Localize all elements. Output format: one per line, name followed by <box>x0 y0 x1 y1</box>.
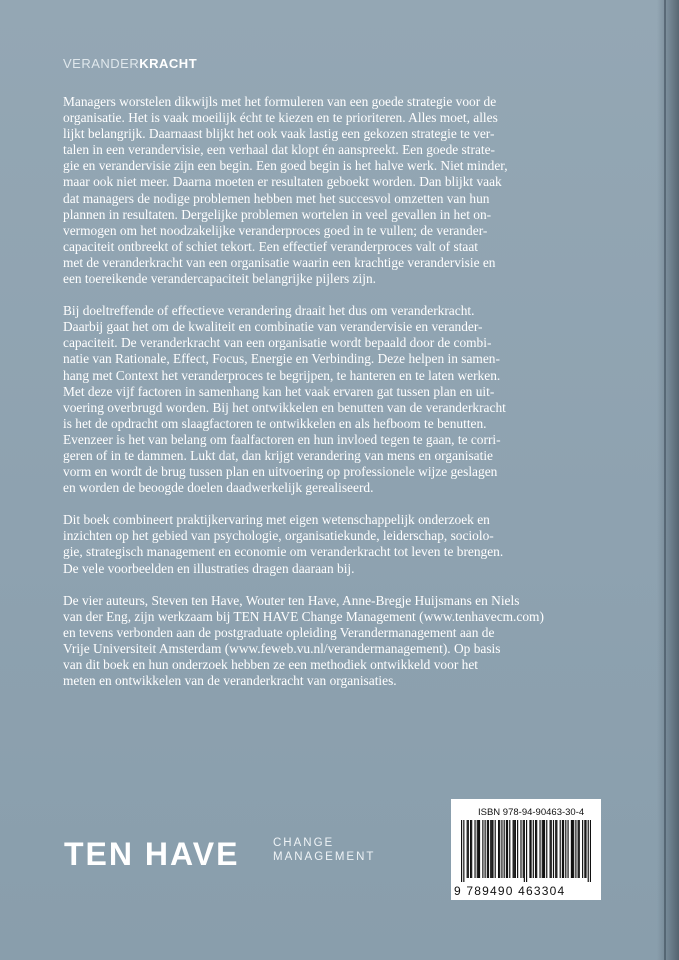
blurb-paragraph-3: Dit boek combineert praktijkervaring met eigen wetenschappelijk onderzoek en inzichten op het gebied van psychologie, organisatiekunde, leiderschap, sociolo- gie, strategisch management en economie om veranderkracht tot leven te brengen. De vele voorbeelden en illustraties dragen daaraan bij. <box>63 512 504 576</box>
publisher-name: TEN HAVE <box>64 836 240 872</box>
spine-shadow <box>657 0 679 960</box>
barcode-icon <box>461 820 591 882</box>
series-logo-light: VERANDER <box>63 56 140 71</box>
blurb-paragraph-1: Managers worstelen dikwijls met het formuleren van een goede strategie voor de organisatie. Het is vaak moeilijk écht te kiezen en te prioriteren. Alles moet, alles lijkt belangrijk. Daarnaast blijkt het ook vaak lastig een gekozen strategie te ver- talen in een verandervisie, een verhaal dat klopt én aanspreekt. Een goede strate- gie en verandervisie zijn een begin. Een goed begin is het halve werk. Niet minder, maar ook niet meer. Daarna moeten er resultaten geboekt worden. Dan blijkt vaak dat managers de nodige problemen hebben met het succesvol omzetten van hun plannen in resultaten. Dergelijke problemen wortelen in veel gevallen in het on- vermogen om het noodzakelijke veranderproces goed in te vullen; de verander- capaciteit ontbreekt of schiet tekort. Een effectief veranderproces valt of staat met de veranderkracht van een organisatie waarin een krachtige verandervisie en een toereikende verandercapaciteit belangrijke pijlers zijn. <box>63 94 508 287</box>
blurb <box>63 94 603 705</box>
series-logo <box>63 56 197 71</box>
series-logo-bold: KRACHT <box>139 56 198 71</box>
spine-hinge <box>664 0 666 960</box>
isbn-text: ISBN 978-94-90463-30-4 <box>478 807 585 818</box>
publisher-subtitle: CHANGE MANAGEMENT <box>273 837 376 863</box>
barcode-label <box>451 799 601 900</box>
blurb-paragraph-4: De vier auteurs, Steven ten Have, Wouter ten Have, Anne-Bregje Huijsmans en Niels van der Eng, zijn werkzaam bij TEN HAVE Change Management (www.tenhavecm.com) en tevens verbonden aan de postgraduate opleiding Verandermanagement aan de Vrije Universiteit Amsterdam (www.feweb.vu.nl/verandermanagement). Op basis van dit boek en hun onderzoek hebben ze een methodiek ontwikkeld voor het meten en ontwikkelen van de veranderkracht van organisaties. <box>63 592 544 689</box>
blurb-paragraph-2: Bij doeltreffende of effectieve verandering draait het dus om veranderkracht. Daarbij gaat het om de kwaliteit en combinatie van verandervisie en verander- capaciteit. De veranderkracht van een organisatie wordt bepaald door de combi- natie van Rationale, Effect, Focus, Energie en Verbinding. Deze helpen in samen- hang met Context het veranderproces te begrijpen, te hanteren en te laten werken. Met deze vijf factoren in samenhang kan het vaak ervaren gat tussen plan en uit- voering overbrugd worden. Bij het ontwikkelen en benutten van de veranderkracht is het de opdracht om slaagfactoren te ontwikkelen en als hefboom te benutten. Evenzeer is het van belang om faalfactoren en hun invloed tegen te gaan, te corri- geren of in te dammen. Lukt dat, dan krijgt verandering van mens en organisatie vorm en wordt de brug tussen plan en uitvoering op professionele wijze geslagen en worden de beoogde doelen daadwerkelijk gerealiseerd. <box>63 303 506 496</box>
ean-digits: 9 789490 463304 <box>454 884 566 898</box>
